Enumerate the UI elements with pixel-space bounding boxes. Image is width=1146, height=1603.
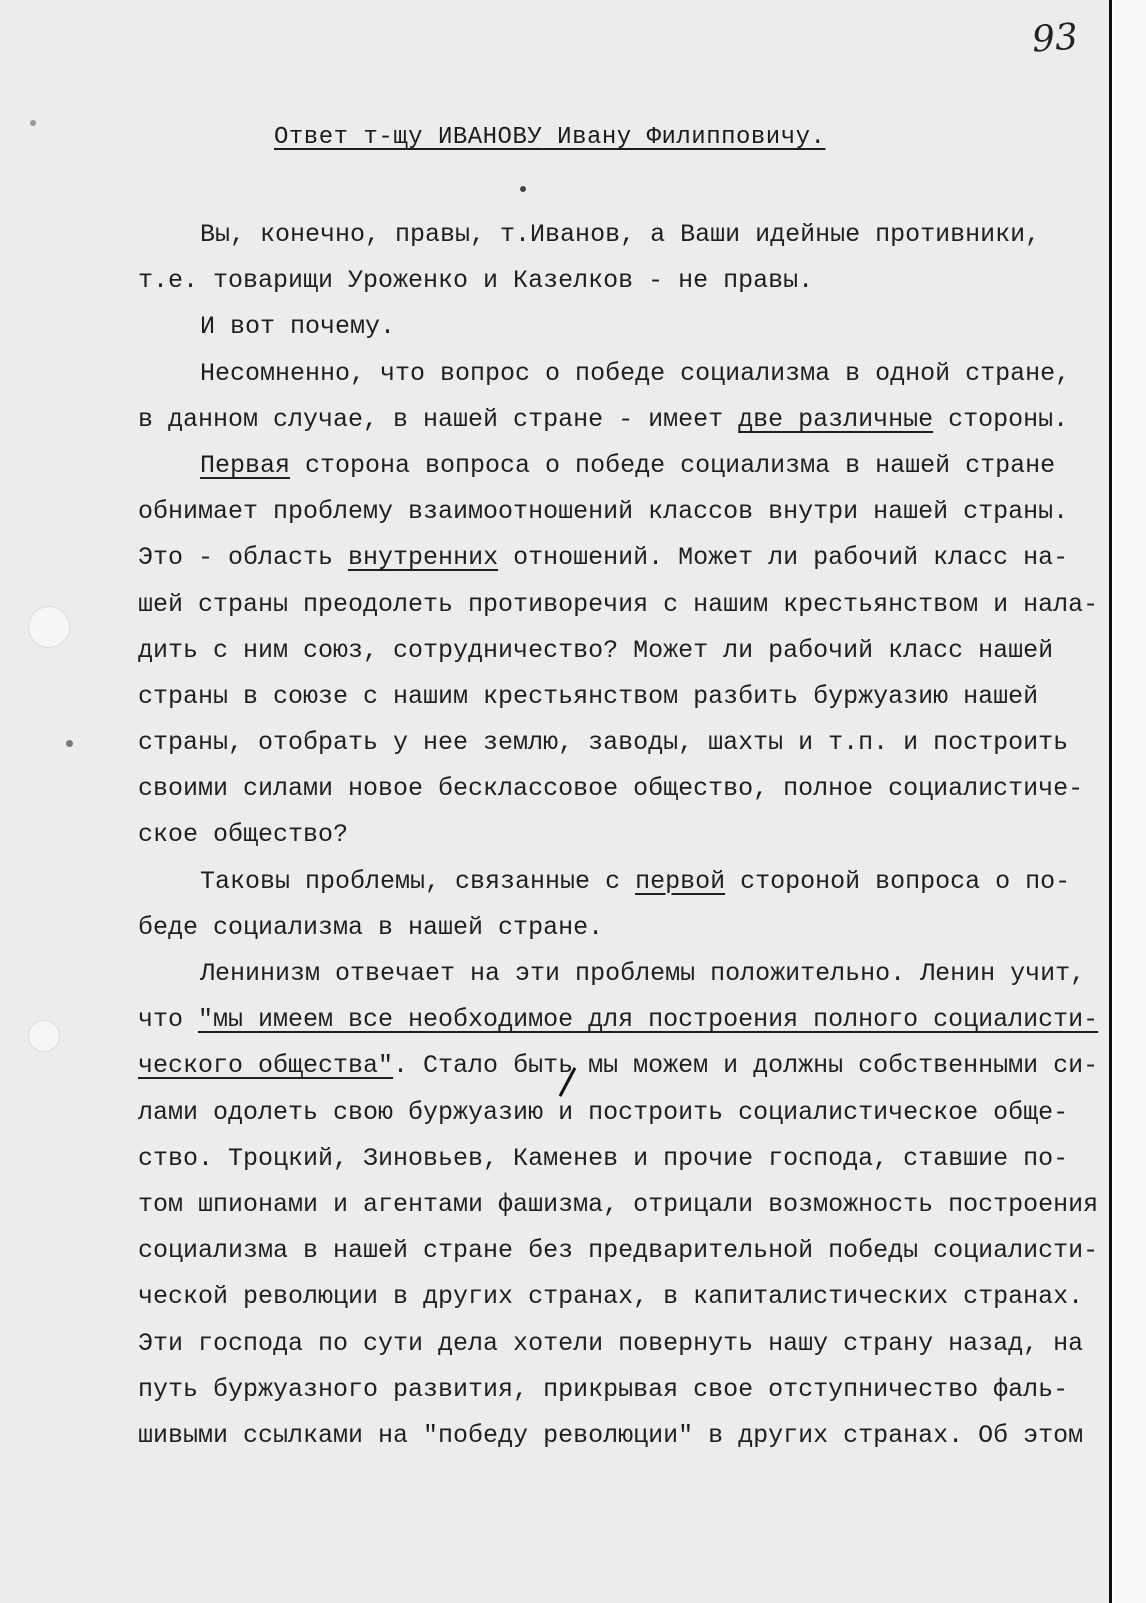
text-line: [138, 489, 1108, 535]
document-body: [138, 212, 1108, 1459]
text-segment: т.е. товарищи Уроженко и Казелков - не правы.: [138, 266, 814, 296]
text-segment: обнимает проблему взаимоотношений классов внутри нашей страны.: [138, 497, 1069, 527]
text-line: [138, 1274, 1108, 1320]
text-segment: шивыми ссылками на "победу революции" в других странах. Об этом: [138, 1420, 1084, 1450]
text-line: [138, 859, 1108, 905]
text-line: [138, 397, 1108, 443]
text-line: [138, 1413, 1108, 1459]
text-line: [138, 1228, 1108, 1274]
text-line: [138, 1182, 1108, 1228]
text-segment: стороны.: [933, 404, 1069, 434]
text-segment: сторона вопроса о победе социализма в нашей стране: [290, 450, 1056, 480]
text-segment: своими силами новое бесклассовое общество, полное социалистиче-: [138, 774, 1084, 804]
text-segment: Вы, конечно, правы, т.Иванов, а Ваши идейные противники,: [200, 220, 1041, 249]
text-line: [138, 1090, 1108, 1136]
text-segment: И вот почему.: [200, 312, 396, 342]
text-segment: путь буржуазного развития, прикрывая свое отступничество фаль-: [138, 1374, 1069, 1404]
text-segment: отношений. Может ли рабочий класс на-: [498, 543, 1069, 573]
document-title: [274, 124, 825, 151]
text-line: [138, 443, 1108, 489]
underlined-text: первой: [635, 866, 726, 896]
text-segment: Таковы проблемы, связанные с: [200, 866, 636, 896]
text-segment: Ленинизм отвечает на эти проблемы положительно. Ленин учит,: [200, 959, 1086, 988]
title-prefix: Ответ т-щу: [274, 124, 438, 151]
text-line: [138, 951, 1108, 997]
text-segment: беде социализма в нашей стране.: [138, 912, 604, 942]
text-segment: ческой революции в других странах, в капиталистических странах.: [138, 1282, 1084, 1312]
text-segment: Несомненно, что вопрос о победе социализма в одной стране,: [200, 358, 1071, 388]
ink-speck: [66, 740, 73, 747]
text-segment: лами одолеть свою буржуазию и построить социалистическое обще-: [138, 1097, 1069, 1127]
text-segment: ское общество?: [138, 820, 349, 850]
text-line: [138, 304, 1108, 350]
ink-speck: [30, 120, 36, 126]
text-line: [138, 766, 1108, 812]
text-line: [138, 535, 1108, 581]
text-line: [138, 628, 1108, 674]
text-segment: что: [138, 1005, 199, 1035]
text-segment: Это - область: [138, 543, 349, 573]
text-segment: ство. Троцкий, Зиновьев, Каменев и прочие господа, ставшие по-: [138, 1143, 1069, 1173]
text-segment: дить с ним союз, сотрудничество? Может ли рабочий класс нашей: [138, 635, 1054, 665]
text-line: [138, 1367, 1108, 1413]
underlined-text: внутренних: [348, 543, 499, 573]
underlined-text: "мы имеем все необходимое для построения полного социалисти-: [198, 1005, 1099, 1035]
title-suffix: Ивану Филипповичу.: [542, 124, 826, 151]
text-line: [138, 212, 1108, 258]
text-segment: Эти господа по сути дела хотели повернуть нашу страну назад, на: [138, 1328, 1084, 1358]
underlined-text: ческого общества": [138, 1051, 394, 1081]
ink-speck: [520, 186, 526, 192]
text-segment: шей страны преодолеть противоречия с нашим крестьянством и нала-: [138, 589, 1099, 619]
text-segment: . Стало быть мы можем и должны собственными си-: [393, 1051, 1099, 1081]
text-line: [138, 351, 1108, 397]
text-line: [138, 674, 1108, 720]
text-line: [138, 720, 1108, 766]
punch-hole: [28, 1020, 60, 1052]
text-line: [138, 582, 1108, 628]
text-segment: страны, отобрать у нее землю, заводы, шахты и т.п. и построить: [138, 728, 1069, 758]
text-line: [138, 1136, 1108, 1182]
text-line: [138, 1321, 1108, 1367]
page-number: 93: [1030, 16, 1080, 61]
text-line: [138, 997, 1108, 1043]
text-segment: социализма в нашей стране без предварительной победы социалисти-: [138, 1236, 1099, 1266]
underlined-text: две различные: [738, 404, 934, 434]
title-name: ИВАНОВУ: [437, 124, 543, 151]
text-line: [138, 905, 1108, 951]
text-line: [138, 812, 1108, 858]
text-segment: в данном случае, в нашей стране - имеет: [138, 404, 739, 434]
text-line: [138, 258, 1108, 304]
text-segment: том шпионами и агентами фашизма, отрицали возможность построения: [138, 1189, 1099, 1219]
text-segment: стороной вопроса о по-: [725, 866, 1071, 896]
underlined-text: Первая: [200, 450, 291, 480]
text-segment: страны в союзе с нашим крестьянством разбить буржуазию нашей: [138, 681, 1039, 711]
punch-hole: [28, 606, 70, 648]
page-margin: [1114, 0, 1146, 1603]
text-line: [138, 1043, 1108, 1089]
